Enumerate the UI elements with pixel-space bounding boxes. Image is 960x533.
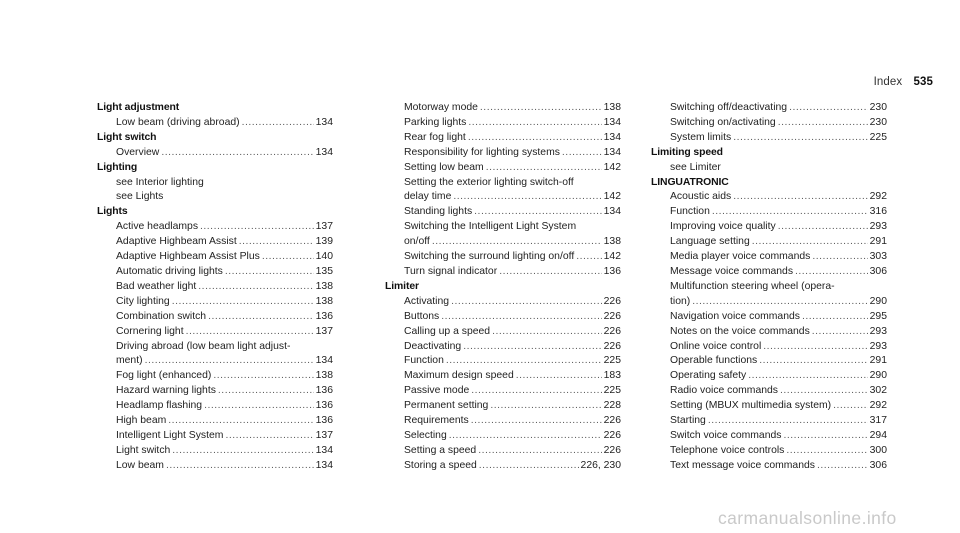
index-entry xyxy=(385,116,621,131)
page-reference: 300 xyxy=(869,444,887,456)
index-column-1 xyxy=(97,101,333,474)
index-entry xyxy=(385,190,621,205)
entry-text: Setting (MBUX multimedia system) xyxy=(670,400,832,412)
index-entry xyxy=(97,399,333,414)
index-column-3 xyxy=(651,101,887,474)
entry-text: Parking lights xyxy=(404,116,467,128)
page-reference: 136 xyxy=(315,310,333,322)
dot-leader xyxy=(468,131,602,146)
index-entry xyxy=(651,161,887,176)
entry-text: Activating xyxy=(404,295,450,307)
dot-leader xyxy=(748,369,867,384)
page-reference: 136 xyxy=(315,385,333,397)
entry-text: Intelligent Light System xyxy=(116,429,224,441)
dot-leader xyxy=(449,429,602,444)
index-entry xyxy=(385,369,621,384)
page-header xyxy=(874,76,933,88)
page-reference: 225 xyxy=(603,355,621,367)
dot-leader xyxy=(812,250,867,265)
dot-leader xyxy=(198,280,313,295)
page-reference: 228 xyxy=(603,400,621,412)
page-reference: 142 xyxy=(603,161,621,173)
dot-leader xyxy=(516,369,602,384)
index-entry xyxy=(385,131,621,146)
entry-text: Bad weather light xyxy=(116,280,197,292)
entry-text: Headlamp flashing xyxy=(116,400,203,412)
entry-text: Low beam (driving abroad) xyxy=(116,116,240,128)
index-entry xyxy=(385,235,621,250)
dot-leader xyxy=(446,354,602,369)
entry-text: Starting xyxy=(670,415,706,427)
index-entry xyxy=(97,220,333,235)
dot-leader xyxy=(802,310,868,325)
entry-text: Calling up a speed xyxy=(404,325,491,337)
page-reference: 142 xyxy=(603,251,621,263)
page-reference: 137 xyxy=(315,429,333,441)
index-entry xyxy=(385,295,621,310)
entry-text: Hazard warning lights xyxy=(116,385,216,397)
index-entry xyxy=(651,250,887,265)
dot-leader xyxy=(763,340,867,355)
entry-text: Switching the Intelligent Light System xyxy=(404,221,577,233)
entry-text: Message voice commands xyxy=(670,265,794,277)
dot-leader xyxy=(833,399,868,414)
page-reference: 134 xyxy=(315,146,333,158)
dot-leader xyxy=(262,250,314,265)
dot-leader xyxy=(789,101,868,116)
dot-leader xyxy=(468,116,601,131)
page-reference: 134 xyxy=(315,116,333,128)
page-reference: 138 xyxy=(315,370,333,382)
entry-text: Buttons xyxy=(404,310,440,322)
dot-leader xyxy=(786,444,867,459)
page-reference: 293 xyxy=(869,221,887,233)
index-entry xyxy=(97,325,333,340)
index-entry xyxy=(97,265,333,280)
index-entry xyxy=(97,340,333,355)
dot-leader xyxy=(759,354,867,369)
entry-text: Combination switch xyxy=(116,310,207,322)
dot-leader xyxy=(242,116,314,131)
dot-leader xyxy=(492,325,602,340)
entry-text: Light switch xyxy=(116,444,171,456)
index-heading: Light switch xyxy=(97,131,157,143)
dot-leader xyxy=(708,414,868,429)
page-reference: 303 xyxy=(869,251,887,263)
index-entry xyxy=(385,310,621,325)
entry-text: High beam xyxy=(116,415,167,427)
dot-leader xyxy=(204,399,314,414)
entry-text: Setting the exterior lighting switch-off xyxy=(404,176,574,188)
dot-leader xyxy=(712,205,868,220)
page-reference: 138 xyxy=(315,280,333,292)
entry-text: System limits xyxy=(670,131,732,143)
index-entry xyxy=(651,325,887,340)
entry-text: Setting a speed xyxy=(404,444,477,456)
index-entry xyxy=(97,429,333,444)
page-reference: 142 xyxy=(603,191,621,203)
page-reference: 225 xyxy=(603,385,621,397)
dot-leader xyxy=(225,429,313,444)
entry-text: Cornering light xyxy=(116,325,184,337)
index-entry xyxy=(651,444,887,459)
index-entry xyxy=(385,205,621,220)
entry-text: Switching on/activating xyxy=(670,116,776,128)
dot-leader xyxy=(752,235,868,250)
index-entry xyxy=(651,369,887,384)
dot-leader xyxy=(562,146,602,161)
index-entry xyxy=(385,101,621,116)
index-entry xyxy=(651,116,887,131)
page-reference: 226 xyxy=(603,325,621,337)
dot-leader xyxy=(172,444,313,459)
index-entry xyxy=(97,190,333,205)
entry-text: Rear fog light xyxy=(404,131,466,143)
index-entry xyxy=(385,161,621,176)
entry-text: Deactivating xyxy=(404,340,462,352)
dot-leader xyxy=(208,310,314,325)
dot-leader xyxy=(432,235,602,250)
dot-leader xyxy=(225,265,314,280)
index-entry xyxy=(385,399,621,414)
entry-text: Setting low beam xyxy=(404,161,484,173)
index-entry xyxy=(97,146,333,161)
dot-leader xyxy=(166,459,314,474)
page-reference: 136 xyxy=(603,265,621,277)
index-entry xyxy=(651,354,887,369)
page-reference: 226 xyxy=(603,429,621,441)
page-reference: 136 xyxy=(315,415,333,427)
page-reference: 134 xyxy=(603,116,621,128)
index-entry xyxy=(651,414,887,429)
entry-text: Permanent setting xyxy=(404,400,489,412)
entry-text: Media player voice commands xyxy=(670,251,811,263)
index-entry xyxy=(97,384,333,399)
dot-leader xyxy=(172,295,314,310)
entry-text: delay time xyxy=(404,191,452,203)
dot-leader xyxy=(795,265,868,280)
entry-text: tion) xyxy=(670,295,691,307)
page-reference: 293 xyxy=(869,325,887,337)
index-entry xyxy=(651,399,887,414)
page-reference: 292 xyxy=(869,400,887,412)
page-reference: 306 xyxy=(869,459,887,471)
dot-leader xyxy=(783,429,867,444)
page-reference: 134 xyxy=(603,131,621,143)
index-entry xyxy=(385,265,621,280)
entry-text: Low beam xyxy=(116,459,164,471)
index-entry xyxy=(651,280,887,295)
index-entry xyxy=(651,429,887,444)
index-entry xyxy=(651,265,887,280)
page-reference: 226 xyxy=(603,340,621,352)
index-entry xyxy=(385,384,621,399)
index-entry xyxy=(97,176,333,191)
entry-text: Function xyxy=(670,206,710,218)
dot-leader xyxy=(145,354,314,369)
page-reference: 134 xyxy=(603,206,621,218)
entry-text: Automatic driving lights xyxy=(116,265,223,277)
dot-leader xyxy=(213,369,313,384)
page-reference: 226, 230 xyxy=(580,459,621,471)
index-entry xyxy=(385,414,621,429)
index-heading: Lights xyxy=(97,206,128,218)
index-entry xyxy=(651,220,887,235)
entry-text: Multifunction steering wheel (opera- xyxy=(670,280,835,292)
entry-text: Requirements xyxy=(404,415,469,427)
entry-text: Switching the surround lighting on/off xyxy=(404,251,575,263)
entry-text: Responsibility for lighting systems xyxy=(404,146,560,158)
index-entry xyxy=(651,131,887,146)
page-reference: 226 xyxy=(603,444,621,456)
dot-leader xyxy=(441,310,601,325)
index-heading: LINGUATRONIC xyxy=(651,176,729,188)
entry-text: Acoustic aids xyxy=(670,191,732,203)
dot-leader xyxy=(817,459,868,474)
page-reference: 138 xyxy=(603,102,621,113)
dot-leader xyxy=(453,190,601,205)
dot-leader xyxy=(499,265,601,280)
index-entry xyxy=(385,250,621,265)
index-entry xyxy=(651,459,887,474)
page-reference: 290 xyxy=(869,370,887,382)
page-reference: 134 xyxy=(603,146,621,158)
index-entry xyxy=(651,340,887,355)
page-reference: 226 xyxy=(603,415,621,427)
dot-leader xyxy=(486,161,602,176)
page-reference: 139 xyxy=(315,236,333,248)
index-heading: Light adjustment xyxy=(97,102,180,113)
page-reference: 134 xyxy=(315,459,333,471)
index-entry xyxy=(97,354,333,369)
page-reference: 230 xyxy=(869,116,887,128)
page-reference: 291 xyxy=(869,355,887,367)
index-entry xyxy=(651,190,887,205)
index-entry xyxy=(651,235,887,250)
index-entry xyxy=(385,325,621,340)
index-entry xyxy=(385,354,621,369)
page-reference: 134 xyxy=(315,355,333,367)
entry-text: see Limiter xyxy=(670,161,721,173)
index-entry xyxy=(97,235,333,250)
page-reference: 230 xyxy=(869,102,887,113)
index-heading: Limiter xyxy=(385,280,419,292)
page-reference: 294 xyxy=(869,429,887,441)
entry-text: Switching off/deactivating xyxy=(670,102,788,113)
dot-leader xyxy=(471,414,602,429)
page-reference: 302 xyxy=(869,385,887,397)
dot-leader xyxy=(479,459,579,474)
dot-leader xyxy=(451,295,602,310)
dot-leader xyxy=(478,444,601,459)
page-reference: 226 xyxy=(603,295,621,307)
index-entry xyxy=(385,176,621,191)
entry-text: see Lights xyxy=(116,191,164,203)
entry-text: Operable functions xyxy=(670,355,758,367)
watermark: carmanualsonline.info xyxy=(718,508,897,528)
page-reference: 137 xyxy=(315,325,333,337)
index-entry xyxy=(385,146,621,161)
dot-leader xyxy=(780,384,868,399)
dot-leader xyxy=(239,235,314,250)
index-entry xyxy=(97,444,333,459)
section-label: Index xyxy=(873,76,903,88)
entry-text: Telephone voice controls xyxy=(670,444,785,456)
entry-text: Adaptive Highbeam Assist xyxy=(116,236,237,248)
page-reference: 134 xyxy=(315,444,333,456)
page-reference: 225 xyxy=(869,131,887,143)
index-entry xyxy=(385,220,621,235)
dot-leader xyxy=(168,414,313,429)
index-entry xyxy=(651,101,887,116)
index-entry xyxy=(385,429,621,444)
entry-text: Driving abroad (low beam light adjust- xyxy=(116,340,291,352)
dot-leader xyxy=(471,384,601,399)
entry-text: Active headlamps xyxy=(116,221,199,233)
dot-leader xyxy=(692,295,867,310)
entry-text: Online voice control xyxy=(670,340,762,352)
index-entry xyxy=(385,444,621,459)
page-reference: 292 xyxy=(869,191,887,203)
page-reference: 306 xyxy=(869,265,887,277)
index-entry xyxy=(651,295,887,310)
index-entry xyxy=(97,280,333,295)
dot-leader xyxy=(778,220,868,235)
entry-text: Switch voice commands xyxy=(670,429,782,441)
entry-text: Overview xyxy=(116,146,160,158)
entry-text: Improving voice quality xyxy=(670,221,776,233)
entry-text: Storing a speed xyxy=(404,459,477,471)
entry-text: Standing lights xyxy=(404,206,473,218)
entry-text: Navigation voice commands xyxy=(670,310,800,322)
entry-text: see Interior lighting xyxy=(116,176,204,188)
dot-leader xyxy=(812,325,868,340)
page-reference: 291 xyxy=(869,236,887,248)
index-entry xyxy=(651,310,887,325)
entry-text: Adaptive Highbeam Assist Plus xyxy=(116,251,260,263)
index-entry xyxy=(385,340,621,355)
dot-leader xyxy=(490,399,601,414)
entry-text: Operating safety xyxy=(670,370,747,382)
index-entry xyxy=(97,295,333,310)
entry-text: Passive mode xyxy=(404,385,470,397)
dot-leader xyxy=(480,101,602,116)
page-reference: 137 xyxy=(315,221,333,233)
page-reference: 136 xyxy=(315,400,333,412)
index-heading: Lighting xyxy=(97,161,138,173)
entry-text: Notes on the voice commands xyxy=(670,325,810,337)
index-entry xyxy=(97,459,333,474)
page-reference: 183 xyxy=(603,370,621,382)
index-entry xyxy=(651,205,887,220)
page-reference: 140 xyxy=(315,251,333,263)
entry-text: on/off xyxy=(404,236,430,248)
page-reference: 293 xyxy=(869,340,887,352)
entry-text: Turn signal indicator xyxy=(404,265,498,277)
page-number: 535 xyxy=(913,76,933,88)
dot-leader xyxy=(200,220,314,235)
entry-text: Fog light (enhanced) xyxy=(116,370,212,382)
dot-leader xyxy=(186,325,314,340)
dot-leader xyxy=(161,146,313,161)
index-entry xyxy=(97,310,333,325)
index-entry xyxy=(97,250,333,265)
index-entry xyxy=(651,384,887,399)
dot-leader xyxy=(778,116,868,131)
entry-text: City lighting xyxy=(116,295,170,307)
dot-leader xyxy=(218,384,314,399)
entry-text: Selecting xyxy=(404,429,447,441)
dot-leader xyxy=(733,131,867,146)
dot-leader xyxy=(733,190,867,205)
page-reference: 295 xyxy=(869,310,887,322)
index-column-2 xyxy=(385,101,621,474)
dot-leader xyxy=(474,205,601,220)
page-reference: 135 xyxy=(315,265,333,277)
entry-text: Motorway mode xyxy=(404,102,478,113)
index-entry xyxy=(97,414,333,429)
page-reference: 226 xyxy=(603,310,621,322)
entry-text: Maximum design speed xyxy=(404,370,514,382)
page-reference: 138 xyxy=(603,236,621,248)
page-reference: 138 xyxy=(315,295,333,307)
entry-text: Language setting xyxy=(670,236,750,248)
page-reference: 290 xyxy=(869,295,887,307)
index-entry xyxy=(97,116,333,131)
page-reference: 317 xyxy=(869,415,887,427)
entry-text: Radio voice commands xyxy=(670,385,778,397)
entry-text: Text message voice commands xyxy=(670,459,815,471)
dot-leader xyxy=(576,250,601,265)
index-entry xyxy=(97,369,333,384)
entry-text: Function xyxy=(404,355,444,367)
entry-text: ment) xyxy=(116,355,143,367)
index-heading: Limiting speed xyxy=(651,146,723,158)
page-reference: 316 xyxy=(869,206,887,218)
dot-leader xyxy=(463,340,601,355)
index-entry xyxy=(385,459,621,474)
